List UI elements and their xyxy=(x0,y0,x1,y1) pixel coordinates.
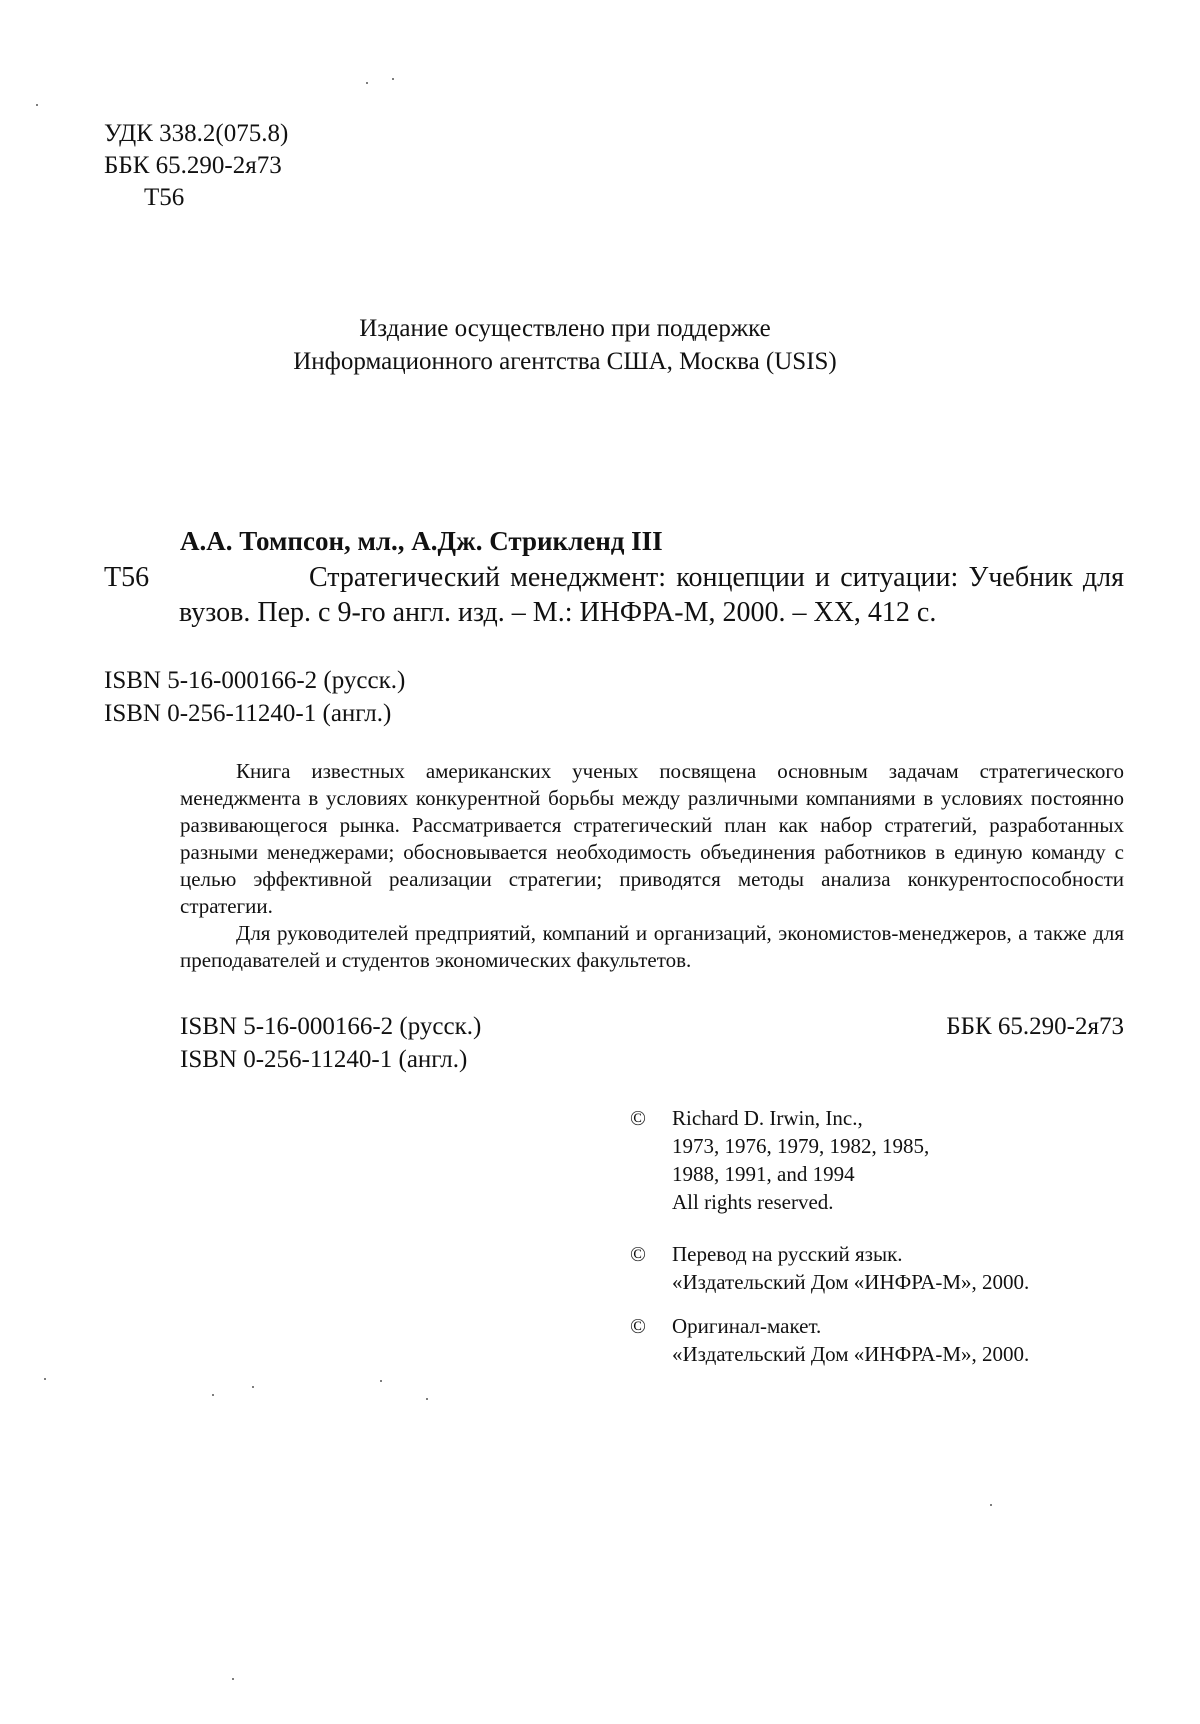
copyright-notice-layout xyxy=(630,1312,1029,1368)
isbn-line: ISBN 5-16-000166-2 (русск.) xyxy=(104,667,406,694)
book-authors: А.А. Томпсон, мл., А.Дж. Стрикленд III xyxy=(180,526,663,556)
copyright-line: 1973, 1976, 1979, 1982, 1985, xyxy=(672,1134,930,1158)
isbn-line: ISBN 5-16-000166-2 (русск.) xyxy=(180,1013,482,1040)
scan-speck xyxy=(212,1394,214,1396)
copyright-line: «Издательский Дом «ИНФРА-М», 2000. xyxy=(672,1342,1030,1366)
scan-speck xyxy=(392,78,394,80)
annotation-paragraph: Для руководителей предприятий, компаний и организаций, экономистов-менеджеров, а также для преподавателей и студентов экономических факультетов. xyxy=(180,921,1124,972)
copyright-notice-original xyxy=(630,1104,929,1216)
scan-speck xyxy=(366,82,368,84)
bbk-code-bottom: ББК 65.290-2я73 xyxy=(946,1013,1124,1040)
scan-speck xyxy=(232,1678,234,1680)
isbn-block-top xyxy=(104,664,405,730)
copyright-line: «Издательский Дом «ИНФРА-М», 2000. xyxy=(672,1270,1030,1294)
scan-speck xyxy=(44,1378,46,1380)
copyright-symbol-icon: © xyxy=(630,1242,646,1266)
udk-code: УДК 338.2(075.8) xyxy=(104,120,289,147)
isbn-line: ISBN 0-256-11240-1 (англ.) xyxy=(180,1046,468,1073)
bibliographic-description xyxy=(104,560,1124,630)
author-mark: Т56 xyxy=(144,184,185,211)
copyright-line: Richard D. Irwin, Inc., xyxy=(672,1106,863,1130)
copyright-line: All rights reserved. xyxy=(672,1190,834,1214)
support-note-line: Издание осуществлено при поддержке xyxy=(359,315,771,342)
annotation-paragraph: Книга известных американских ученых посвящена основным задачам стратегического менеджмента в условиях конкурентной борьбы между различными компаниями в условиях постоянно развивающегося рынка. Рассматривается стратегический план как набор стратегий, разработанных разными менеджерами; обосновывается необходимость объединения работников в единую команду с целью эффективной реализации стратегии; приводятся методы анализа конкурентоспособности стратегии. xyxy=(180,759,1124,918)
annotation xyxy=(180,758,1124,974)
scan-speck xyxy=(252,1386,254,1388)
copyright-symbol-icon: © xyxy=(630,1314,646,1338)
support-note-line: Информационного агентства США, Москва (USIS) xyxy=(293,348,837,375)
author-mark-code: Т56 xyxy=(104,562,150,593)
isbn-block-bottom xyxy=(180,1010,481,1076)
bbk-code: ББК 65.290-2я73 xyxy=(104,152,282,179)
scan-speck xyxy=(36,104,38,106)
description-text: Стратегический менеджмент: концепции и ситуации: Учебник для вузов. Пер. с 9-го англ. изд. – М.: ИНФРА-М, 2000. – XX, 412 с. xyxy=(179,562,1124,628)
copyright-line: Перевод на русский язык. xyxy=(672,1242,903,1266)
isbn-line: ISBN 0-256-11240-1 (англ.) xyxy=(104,700,392,727)
scan-speck xyxy=(380,1380,382,1382)
copyright-line: Оригинал-макет. xyxy=(672,1314,822,1338)
support-note xyxy=(0,312,1130,378)
copyright-notice-translation xyxy=(630,1240,1029,1296)
copyright-symbol-icon: © xyxy=(630,1106,646,1130)
scan-speck xyxy=(426,1398,428,1400)
copyright-line: 1988, 1991, and 1994 xyxy=(672,1162,855,1186)
scan-speck xyxy=(990,1504,992,1506)
classification-block xyxy=(104,118,288,214)
